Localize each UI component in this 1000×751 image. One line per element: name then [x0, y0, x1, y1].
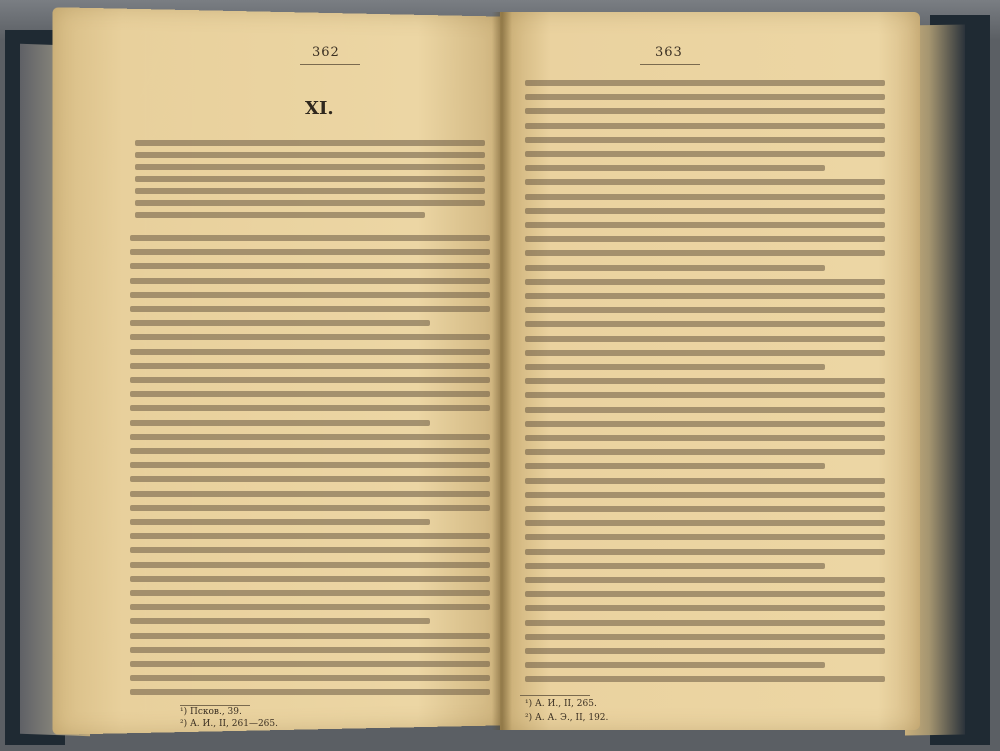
text-line	[130, 334, 490, 340]
text-line	[525, 279, 885, 285]
text-line	[525, 634, 885, 640]
text-line	[135, 212, 425, 218]
text-line	[525, 620, 885, 626]
left-page-number: 362	[312, 45, 340, 60]
text-line	[525, 421, 885, 427]
text-line	[130, 533, 490, 539]
text-line	[130, 391, 490, 397]
text-line	[130, 320, 430, 326]
text-line	[525, 662, 825, 668]
text-line	[525, 194, 885, 200]
text-line	[525, 222, 885, 228]
left-footnote-rule	[180, 705, 250, 706]
text-line	[130, 633, 490, 639]
book-gutter	[492, 12, 512, 730]
text-line	[525, 293, 885, 299]
text-line	[130, 448, 490, 454]
text-line	[130, 576, 490, 582]
text-line	[130, 689, 490, 695]
right-page-number: 363	[655, 45, 683, 60]
text-line	[525, 449, 885, 455]
text-line	[135, 152, 485, 158]
text-line	[130, 476, 490, 482]
text-line	[525, 378, 885, 384]
text-line	[525, 591, 885, 597]
text-line	[130, 377, 490, 383]
text-line	[130, 249, 490, 255]
text-line	[130, 505, 490, 511]
text-line	[525, 151, 885, 157]
text-line	[130, 349, 490, 355]
text-line	[525, 392, 885, 398]
text-line	[525, 108, 885, 114]
text-line	[130, 590, 490, 596]
text-line	[130, 675, 490, 681]
right-footnote-rule	[520, 695, 590, 696]
text-line	[130, 278, 490, 284]
text-line	[525, 137, 885, 143]
text-line	[130, 306, 490, 312]
left-footnote-2: ²) А. И., II, 261—265.	[180, 719, 278, 729]
text-line	[525, 648, 885, 654]
text-line	[135, 176, 485, 182]
chapter-numeral: XI.	[305, 98, 334, 119]
text-line	[525, 563, 825, 569]
text-line	[130, 604, 490, 610]
text-line	[525, 165, 825, 171]
text-line	[525, 336, 885, 342]
text-line	[525, 350, 885, 356]
text-line	[525, 506, 885, 512]
right-header-rule	[640, 64, 700, 65]
text-line	[525, 549, 885, 555]
text-line	[130, 363, 490, 369]
text-line	[525, 236, 885, 242]
text-line	[525, 463, 825, 469]
text-line	[525, 94, 885, 100]
text-line	[130, 491, 490, 497]
right-footnote-1: ¹) А. И., II, 265.	[525, 699, 597, 709]
text-line	[135, 200, 485, 206]
text-line	[130, 647, 490, 653]
text-line	[525, 364, 825, 370]
text-line	[130, 434, 490, 440]
text-line	[130, 562, 490, 568]
text-line	[130, 235, 490, 241]
text-line	[135, 164, 485, 170]
text-line	[130, 420, 430, 426]
text-line	[525, 80, 885, 86]
left-page	[53, 7, 507, 735]
text-line	[525, 676, 885, 682]
left-footnote-1: ¹) Псков., 39.	[180, 707, 242, 717]
text-line	[135, 140, 485, 146]
text-line	[525, 534, 885, 540]
text-line	[130, 292, 490, 298]
text-line	[525, 179, 885, 185]
text-line	[130, 618, 430, 624]
text-line	[525, 435, 885, 441]
text-line	[130, 519, 430, 525]
text-line	[130, 661, 490, 667]
text-line	[130, 263, 490, 269]
text-line	[525, 520, 885, 526]
right-footnote-2: ²) А. А. Э., II, 192.	[525, 713, 609, 723]
text-line	[525, 250, 885, 256]
text-line	[130, 462, 490, 468]
text-line	[525, 265, 825, 271]
left-header-rule	[300, 64, 360, 65]
text-line	[525, 605, 885, 611]
text-line	[525, 208, 885, 214]
text-line	[525, 321, 885, 327]
text-line	[525, 307, 885, 313]
text-line	[525, 478, 885, 484]
text-line	[525, 123, 885, 129]
text-line	[525, 407, 885, 413]
text-line	[525, 577, 885, 583]
text-line	[135, 188, 485, 194]
text-line	[130, 405, 490, 411]
text-line	[525, 492, 885, 498]
text-line	[130, 547, 490, 553]
